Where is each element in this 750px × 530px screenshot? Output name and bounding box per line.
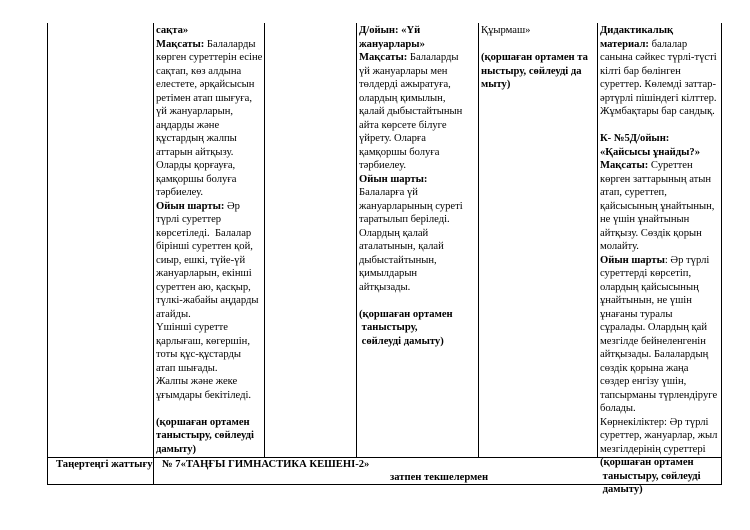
plain-text: суреттерді көрсетіп, [600,268,692,279]
text-line [359,173,477,187]
bold-text: «Қайсысы ұнайды?» [600,146,700,158]
plain-text: үйрету. Оларға [359,133,426,144]
plain-text: Жалпы және жеке [156,376,238,387]
text-line [359,227,477,241]
text-line [156,200,262,214]
bold-text: Мақсаты: [156,38,205,50]
bold-text: Ойын шарты: [156,200,225,212]
plain-text: қайсысының ұнайтынын, [600,200,715,212]
text-line [156,267,262,281]
plain-text: Үшінші суретте [156,322,228,333]
plain-text: болады. [600,403,636,414]
plain-text: айтқызады. [359,281,411,293]
text-line [156,173,262,187]
text-line [600,65,720,79]
text-line [156,51,262,65]
text-line [156,308,262,322]
text-line [600,213,720,227]
text-line [600,389,720,403]
morning-gymnastics-title: № 7«ТАҢҒЫ ГИМНАСТИКА КЕШЕНІ-2» [162,459,370,470]
plain-text: үй жануарлары мен [359,65,448,77]
table-right-border [721,23,722,485]
col-divider-2 [264,23,265,457]
activity-cell-column5 [481,24,596,92]
col-divider-4 [478,23,479,457]
plain-text: ұғымдары бекітіледі. [156,389,252,401]
text-line [600,443,720,457]
text-line [600,375,720,389]
text-line [156,240,262,254]
text-line [359,335,477,349]
plain-text: аңдарды және [156,119,220,131]
plain-text: көрген заттарының атын [600,173,712,185]
plain-text: суреттер. Көлемді заттар- [600,79,716,90]
bold-text: Ойын шарты [600,254,665,266]
text-line [600,132,720,146]
activity-cell-didactic-material [600,24,720,497]
text-line [600,78,720,92]
bold-text: таныстыру, сөйлеуді [156,430,254,441]
text-line [359,159,477,173]
text-line [156,375,262,389]
plain-text: кілті бар бөлінген [600,65,681,77]
plain-text: Көрнекіліктер: Әр түрлі [600,416,709,428]
plain-text: қимылдарын [359,268,418,279]
plain-text: молайту. [600,241,639,252]
text-line [359,38,477,52]
text-line [600,456,720,470]
text-line [359,186,477,200]
bold-text: Мақсаты: [359,52,408,63]
plain-text: айтқызады. Балалардың [600,349,709,360]
text-line [359,24,477,38]
text-line [600,267,720,281]
plain-text: төлдерді ажыратуға, [359,79,451,90]
text-line [481,24,596,38]
text-line [156,24,262,38]
plain-text: олардың қайсысының [600,281,699,293]
text-line [600,227,720,241]
text-line [600,38,720,52]
plain-text: құстардың жалпы [156,133,237,144]
bold-text: дамыту) [156,443,197,455]
bold-text: Ойын шарты: [359,173,428,185]
plain-text: жануарларын, екінші [156,268,252,279]
blank-line [156,402,262,416]
text-line [600,470,720,484]
text-line [156,294,262,308]
plain-text: таратылып беріледі. [359,214,450,225]
plain-text: қарлығаш, көгершін, [156,335,250,347]
text-line [156,105,262,119]
plain-text: айтқызу. Сөздік қорын [600,227,702,239]
bold-text: (қоршаған ортамен [600,457,694,468]
text-line [156,416,262,430]
text-line [359,119,477,133]
bold-text: (қоршаған ортамен [359,308,453,320]
plain-text: аталатынын, қалай [359,241,444,252]
bold-text: сақта» [156,25,189,36]
plain-text: Құырмаш» [481,25,531,36]
plain-text: Олардың қалай [359,227,429,239]
text-line [156,38,262,52]
text-line [359,240,477,254]
plain-text: Әр [224,200,240,212]
plain-text: атап, суреттеп, [600,187,667,198]
text-line [600,92,720,106]
plain-text: айта көрсете білуге [359,119,447,131]
plain-text: елестете, әрқайсысын [156,79,255,90]
text-line [600,240,720,254]
bold-text: Мақсаты: [600,160,649,171]
text-line [156,281,262,295]
text-line [600,281,720,295]
plain-text: Балаларға үй [359,187,418,198]
text-line [156,78,262,92]
text-line [156,213,262,227]
bottom-row-divider [153,457,154,485]
plain-text: сақтап, көз алдына [156,65,242,77]
text-line [359,281,477,295]
blank-line [600,119,720,133]
blank-line [481,38,596,52]
row-label-morning-exercise: Таңертеңгі жаттығу [56,459,153,470]
plain-text: тоты құс-құстарды [156,349,241,360]
text-line [600,294,720,308]
text-line [156,362,262,376]
text-line [600,483,720,497]
activity-cell-domestic-animals-game [359,24,477,348]
bold-text: ныстыру, сөйлеуді да [481,65,582,77]
plain-text: мезгілдерінің суреттері [600,443,706,455]
bold-text: жануарлары» [359,38,425,50]
plain-text: Жұмбақтары бар сандық. [600,106,715,117]
morning-gymnastics-subtitle: затпен текшелермен [390,472,489,483]
plain-text: дыбыстайтынын, [359,254,437,266]
text-line [600,348,720,362]
plain-text: не үшін ұнайтынын [600,214,690,225]
plain-text: атап шығады. [156,362,218,374]
text-line [600,429,720,443]
plain-text: түрлі суреттер [156,214,222,225]
plain-text: тапсырманы түрлендіруге [600,389,718,401]
plain-text: ұнайтынын, не үшін [600,295,692,306]
text-line [359,267,477,281]
plain-text: атайды. [156,308,191,320]
plain-text: суреттен аю, қасқыр, [156,281,251,293]
text-line [156,429,262,443]
plain-text: қамқоршы болуға [359,146,440,158]
text-line [156,92,262,106]
text-line [156,159,262,173]
text-line [359,65,477,79]
text-line [156,227,262,241]
bold-text: (қоршаған ортамен [156,416,250,428]
plain-text: жануарларының суреті [359,200,463,212]
bold-text: дамыту) [600,484,643,495]
text-line [359,105,477,119]
plain-text: суреттер, жануарлар, жыл [600,430,718,441]
text-line [359,51,477,65]
text-line [359,78,477,92]
plain-text: қалай дыбыстайтынын [359,106,463,117]
table-left-border [47,23,48,485]
text-line [359,92,477,106]
plain-text: сұралады. Олардың қай [600,322,708,333]
bold-text: сөйлеуді дамыту) [359,335,444,347]
text-line [359,200,477,214]
plain-text: Суреттен [648,160,693,171]
plain-text: бірінші суреттен қой, [156,241,253,252]
col-divider-3 [356,23,357,457]
plain-text: әртүрлі пішіндегі кілттер. [600,92,717,104]
plain-text: санына сәйкес түрлі-түсті [600,52,717,63]
text-line [600,105,720,119]
text-line [600,146,720,160]
text-line [156,186,262,200]
text-line [600,308,720,322]
bold-text: (қоршаған ортамен та [481,52,588,63]
blank-line [359,294,477,308]
plain-text: түлкі-жабайы аңдарды [156,295,259,306]
text-line [600,200,720,214]
plain-text: Оларды қорғауға, [156,160,236,171]
text-line [156,389,262,403]
plain-text: : Әр түрлі [664,254,710,266]
text-line [359,132,477,146]
col-divider-5 [597,23,598,457]
text-line [156,443,262,457]
text-line [359,308,477,322]
text-line [600,416,720,430]
bold-text: таныстыру, [359,322,418,333]
text-line [600,51,720,65]
text-line [156,132,262,146]
text-line [359,146,477,160]
text-line [156,348,262,362]
text-line [359,321,477,335]
plain-text: сөздік қорына жаңа [600,362,689,374]
text-line [600,254,720,268]
plain-text: тәрбиелеу. [359,160,406,171]
text-line [600,321,720,335]
text-line [156,119,262,133]
plain-text: көрсетіледі. Балалар [156,227,252,239]
bold-text: К- №5Д/ойын: [600,133,670,144]
plain-text: Балаларды [204,38,256,50]
plain-text: қамқоршы болуға [156,173,237,185]
plain-text: көрген суреттерін есіне [156,52,263,63]
text-line [359,254,477,268]
plain-text: тәрбиелеу. [156,187,203,198]
plain-text: Балаларды [407,52,459,63]
plain-text: үй жануарларын, [156,106,234,117]
bold-text: Д/ойын: «Үй [359,25,421,36]
text-line [481,51,596,65]
text-line [600,173,720,187]
plain-text: олардың қимылын, [359,92,446,104]
text-line [600,186,720,200]
text-line [156,146,262,160]
plain-text: сөздер енгізу үшін, [600,376,687,387]
plain-text: ретімен атап шығуға, [156,92,252,104]
col-divider-1 [153,23,154,457]
plain-text: мезгілде бейнеленгенін [600,335,706,347]
plain-text: аттарын айтқызу. [156,146,234,158]
text-line [481,65,596,79]
text-line [156,335,262,349]
text-line [600,24,720,38]
plain-text: сиыр, ешкі, түйе-үй [156,254,246,266]
text-line [481,78,596,92]
bold-text: мыту) [481,79,511,90]
plain-text: балалар [648,38,688,50]
activity-cell-memory-game [156,24,262,456]
bold-text: Дидактикалық [600,25,674,36]
text-line [359,213,477,227]
text-line [600,402,720,416]
text-line [156,321,262,335]
plain-text: ұнағаны туралы [600,308,673,320]
text-line [600,362,720,376]
bold-text: таныстыру, сөйлеуді [600,470,701,482]
text-line [156,254,262,268]
bold-text: материал: [600,38,649,50]
text-line [600,159,720,173]
text-line [600,335,720,349]
text-line [156,65,262,79]
